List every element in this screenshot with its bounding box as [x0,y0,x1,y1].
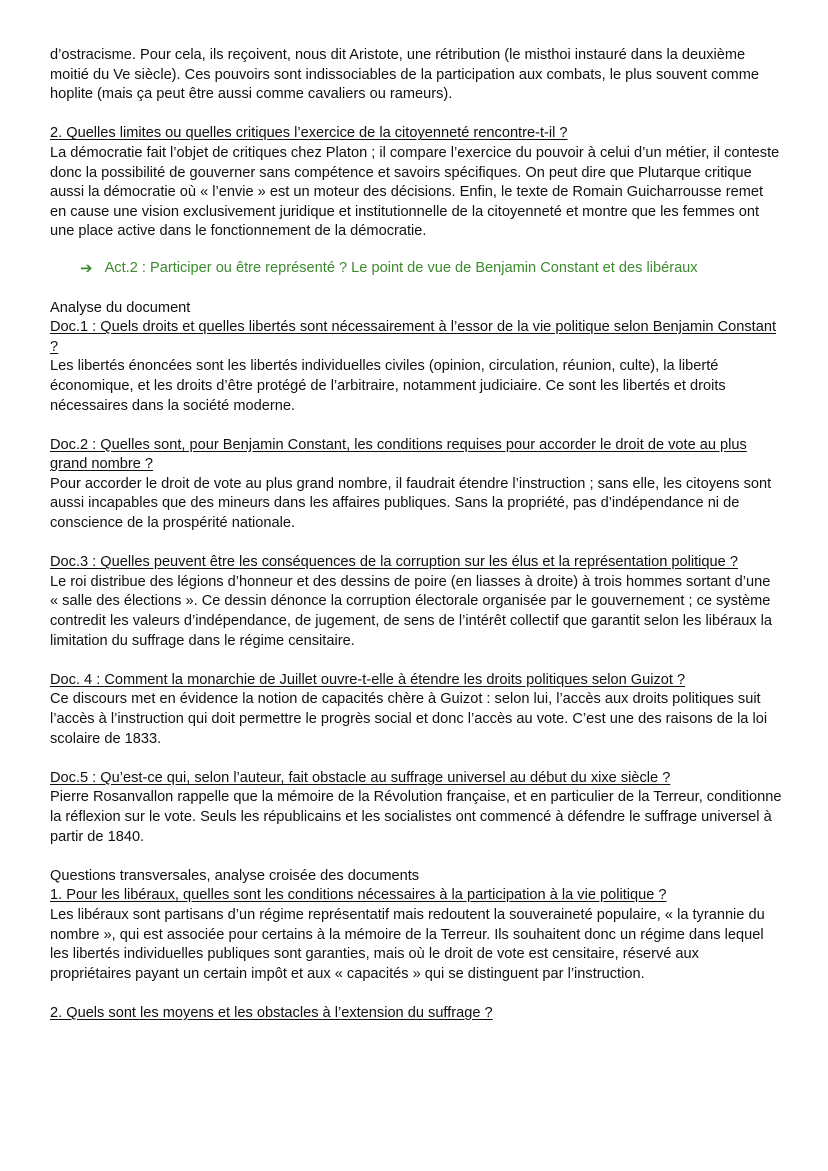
doc1-answer: Les libertés énoncées sont les libertés individuelles civiles (opinion, circulation, réunion, culte), la liberté économique, et les droits d’être protégé de l’arbitraire, notamment judiciaire. Ce sont les libertés et droits nécessaires dans la société moderne. [50,358,726,414]
activity-title: Act.2 : Participer ou être représenté ? Le point de vue de Benjamin Constant et des libéraux [104,259,698,276]
document-page [50,46,782,1024]
arrow-right-icon: ➔ [80,259,93,277]
doc5-answer: Pierre Rosanvallon rappelle que la mémoire de la Révolution française, et en particulier de la Terreur, conditionne la réflexion sur le vote. Seuls les républicains et les socialistes ont commencé à défendre le suffrage universel à partir de 1840. [50,789,782,845]
section1-question: 2. Quelles limites ou quelles critiques l’exercice de la citoyenneté rencontre-t-il ? [50,125,568,142]
transversal-heading: Questions transversales, analyse croisée des documents [50,867,420,884]
doc1-question: Doc.1 : Quels droits et quelles libertés sont nécessairement à l’essor de la vie politique selon Benjamin Constant ? [50,319,777,355]
doc5-question: Doc.5 : Qu’est-ce qui, selon l’auteur, fait obstacle au suffrage universel au début du xixe siècle ? [50,769,671,786]
transversal-question-1: 1. Pour les libéraux, quelles sont les conditions nécessaires à la participation à la vie politique ? [50,887,667,904]
intro-paragraph: d’ostracisme. Pour cela, ils reçoivent, nous dit Aristote, une rétribution (le misthoi instauré dans la deuxième moitié du Ve siècle). Ces pouvoirs sont indissociables de la participation aux combats, le plus souvent comme hoplite (mais ça peut être aussi comme cavaliers ou rameurs). [50,47,759,103]
doc3-question: Doc.3 : Quelles peuvent être les conséquences de la corruption sur les élus et la représentation politique ? [50,554,738,571]
analysis-heading: Analyse du document [50,299,191,316]
transversal-question-2: 2. Quels sont les moyens et les obstacles à l’extension du suffrage ? [50,1004,493,1021]
activity-heading [80,259,782,279]
doc2-answer: Pour accorder le droit de vote au plus grand nombre, il faudrait étendre l’instruction ; sans elle, les citoyens sont aussi incapables que des mineurs dans les affaires publiques. Sans la propriété, pas d’indépendance ni de conscience de la prospérité nationale. [50,475,772,532]
doc4-answer: Ce discours met en évidence la notion de capacités chère à Guizot : selon lui, l’accès aux droits politiques suit l’accès à l’instruction qui doit permettre le progrès social et donc l’accès au vote. C’est une des raisons de la loi scolaire de 1833. [50,691,768,747]
doc4-question: Doc. 4 : Comment la monarchie de Juillet ouvre-t-elle à étendre les droits politiques selon Guizot ? [50,671,686,688]
section1-answer: La démocratie fait l’objet de critiques chez Platon ; il compare l’exercice du pouvoir à celui d’un métier, il conteste donc la possibilité de gouverner sans compétence et savoirs spécifiques. On peut dire que Plutarque critique aussi la démocratie où « l’envie » est un moteur des décisions. Enfin, le texte de Romain Guicharrousse remet en cause une vision exclusivement juridique et institutionnelle de la citoyenneté et montre que les femmes ont une place active dans le fonctionnement de la démocratie. [50,144,780,240]
doc2-question: Doc.2 : Quelles sont, pour Benjamin Constant, les conditions requises pour accorder le droit de vote au plus grand nombre ? [50,436,747,473]
transversal-answer-1: Les libéraux sont partisans d’un régime représentatif mais redoutent la souveraineté populaire, « la tyrannie du nombre », qui est associée pour certains à la mémoire de la Terreur. Ils souhaitent donc un régime dans lequel les libertés individuelles publiques sont garanties, mais où le droit de vote est censitaire, réservé aux propriétaires payant un certain impôt et aux « capacités » qui se distinguent par l’instruction. [50,906,765,982]
doc3-answer: Le roi distribue des légions d’honneur et des dessins de poire (en liasses à droite) à trois hommes sortant d’une « salle des élections ». Ce dessin dénonce la corruption électorale organisée par le gouvernement ; ce système contredit les valeurs d’indépendance, de jugement, de sens de l’intérêt collectif que garantit selon les libéraux la limitation du suffrage dans le régime censitaire. [50,573,773,649]
